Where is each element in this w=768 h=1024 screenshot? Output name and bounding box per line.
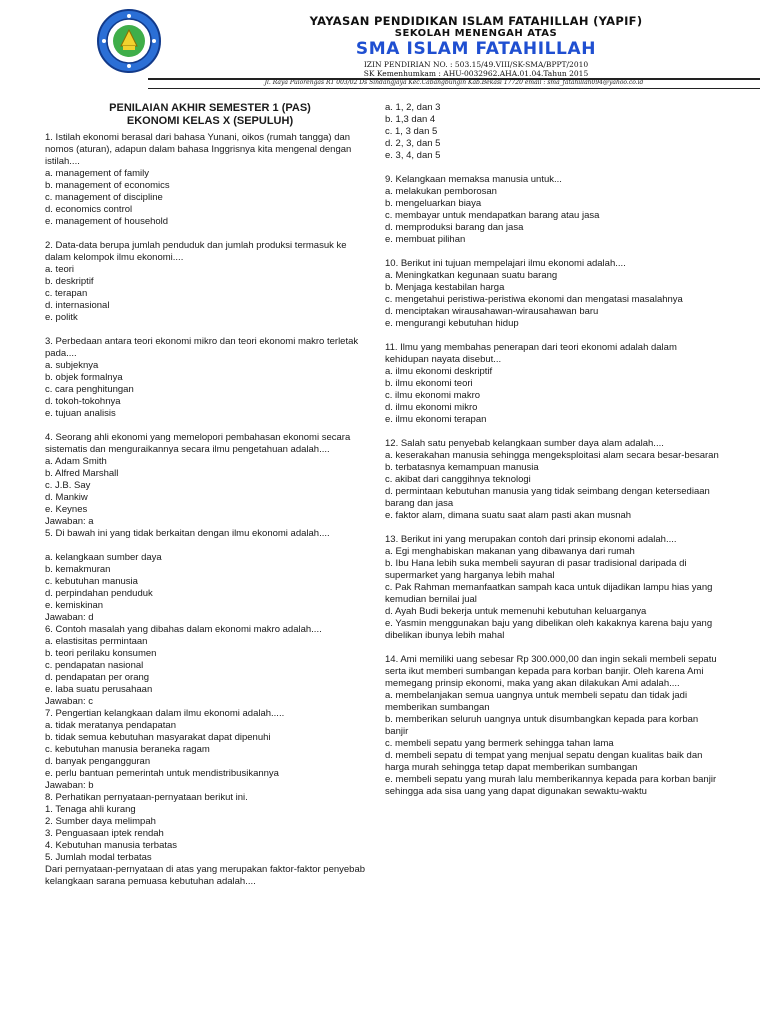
question-block: 10. Berikut ini tujuan mempelajari ilmu ekonomi adalah.... a. Meningkatkan kegunaan suatu barang b. Menjaga kestabilan harga c. mengetahui peristiwa-peristiwa ekonomi dan mengatasi masalahnya d. menciptakan wirausahawan-wirausahawan baru e. mengurangi kebutuhan hidup: [385, 258, 683, 329]
question-block: 4. Seorang ahli ekonomi yang memelopori pembahasan ekonomi secara sistematis dan menguraikannya secara ilmu pengetahuan adalah.... a. Adam Smith b. Alfred Marshall c. J.B. Say d. Mankiw e. Keynes Jawaban: a 5. Di bawah ini yang tidak berkaitan dengan ilmu ekonomi adalah....: [45, 432, 351, 539]
header-rule-bottom: [148, 88, 760, 89]
school-crest-icon: [96, 8, 162, 74]
permit-number: IZIN PENDIRIAN NO. : 503.15/49.VIII/SK-SMA/BPPT/2010: [363, 60, 589, 69]
exam-title: PENILAIAN AKHIR SEMESTER 1 (PAS): [109, 102, 311, 114]
question-block: 11. Ilmu yang membahas penerapan dari teori ekonomi adalah dalam kehidupan nayata disebut... a. ilmu ekonomi deskriptif b. ilmu ekonomi teori c. ilmu ekonomi makro d. ilmu ekonomi mikro e. ilmu ekonomi terapan: [385, 342, 677, 425]
exam-subject: EKONOMI KELAS X (SEPULUH): [126, 115, 294, 127]
question-block: 13. Berikut ini yang merupakan contoh dari prinsip ekonomi adalah.... a. Egi menghabiskan makanan yang dibawanya dari rumah b. Ibu Hana lebih suka membeli sayuran di pasar tradisional daripada di supermarket yang harganya lebih mahal c. Pak Rahman memanfaatkan sampah kaca untuk dijadikan lampu hias yang kemudian bernilai jual d. Ayah Budi bekerja untuk memenuhi kebutuhan keluarganya e. Yasmin menggunakan baju yang dibelikan oleh kakaknya karena baju yang dibelikan ibunya lebih mahal: [385, 534, 713, 641]
question-block: a. 1, 2, dan 3 b. 1,3 dan 4 c. 1, 3 dan 5 d. 2, 3, dan 5 e. 3, 4, dan 5: [385, 102, 441, 161]
question-block: 14. Ami memiliki uang sebesar Rp 300.000,00 dan ingin sekali membeli sepatu serta ikut memberi sumbangan kepada para korban banjir. Oleh karena Ami memegang prinsip ekonomi, maka yang akan dilakukan Ami adalah.... a. membelanjakan semua uangnya untuk membeli sepatu dan tidak jadi memberikan sumbangan b. memberikan seluruh uangnya untuk disumbangkan kepada para korban banjir c. membeli sepatu yang bermerk sehingga tahan lama d. membeli sepatu di tempat yang menjual sepatu dengan kualitas baik dan harga murah sehingga tetap dapat memberikan sumbangan e. membeli sepatu yang murah lalu memberikannya kepada para korban banjir sehingga ada sisa uang yang dapat digunakan sewaktu-waktu: [385, 654, 717, 797]
question-block: 2. Data-data berupa jumlah penduduk dan jumlah produksi termasuk ke dalam kelompok ilmu ekonomi.... a. teori b. deskriptif c. terapan d. internasional e. politk: [45, 240, 347, 323]
foundation-name: YAYASAN PENDIDIKAN ISLAM FATAHILLAH (YAPIF): [309, 14, 643, 28]
question-block: 9. Kelangkaan memaksa manusia untuk... a. melakukan pemborosan b. mengeluarkan biaya c. membayar untuk mendapatkan barang atau jasa d. memproduksi barang dan jasa e. membuat pilihan: [385, 174, 600, 245]
question-block: 1. Istilah ekonomi berasal dari bahasa Yunani, oikos (rumah tangga) dan nomos (aturan), adapun dalam bahasa Inggrisnya kita mengenal dengan istilah.... a. management of family b. management of economics c. management of discipline d. economics control e. management of household: [45, 132, 352, 227]
question-block: 3. Perbedaan antara teori ekonomi mikro dan teori ekonomi makro terletak pada.... a. subjeknya b. objek formalnya c. cara penghitungan d. tokoh-tokohnya e. tujuan analisis: [45, 336, 359, 419]
school-address: Jl. Raya Pulorengas RT 003/02 Ds Sindangjaya Kec.Cabangbungin Kab.Bekasi 17720 email : sma_fatahillah094@yahoo.co.id: [264, 79, 644, 86]
school-name: SMA ISLAM FATAHILLAH: [355, 39, 597, 59]
school-level: SEKOLAH MENENGAH ATAS: [394, 28, 558, 39]
right-column: [385, 102, 723, 798]
question-block: 12. Salah satu penyebab kelangkaan sumber daya alam adalah.... a. keserakahan manusia sehingga mengeksploitasi alam secara besar-besaran b. terbatasnya kemampuan manusia c. akibat dari canggihnya teknologi d. permintaan kebutuhan manusia yang tidak seimbang dengan ketersediaan barang dan jasa e. faktor alam, dimana suatu saat alam pasti akan musnah: [385, 438, 719, 521]
left-column: [45, 102, 375, 888]
question-block: a. kelangkaan sumber daya b. kemakmuran c. kebutuhan manusia d. perpindahan penduduk e. kemiskinan Jawaban: d 6. Contoh masalah yang dibahas dalam ekonomi makro adalah.... a. elastisitas permintaan b. teori perilaku konsumen c. pendapatan nasional d. pendapatan per orang e. laba suatu perusahaan Jawaban: c 7. Pengertian kelangkaan dalam ilmu ekonomi adalah..... a. tidak meratanya pendapatan b. tidak semua kebutuhan masyarakat dapat dipenuhi c. kebutuhan manusia beraneka ragam d. banyak pengangguran e. perlu bantuan pemerintah untuk mendistribusikannya Jawaban: b 8. Perhatikan pernyataan-pernyataan berikut ini. 1. Tenaga ahli kurang 2. Sumber daya melimpah 3. Penguasaan iptek rendah 4. Kebutuhan manusia terbatas 5. Jumlah modal terbatas Dari pernyataan-pernyataan di atas yang merupakan faktor-faktor penyebab kelangkaan sarana pemuasa kebutuhan adalah....: [45, 552, 366, 887]
sk-number: SK Kemenhumkam : AHU-0032962.AHA.01.04.Tahun 2015: [363, 69, 589, 78]
